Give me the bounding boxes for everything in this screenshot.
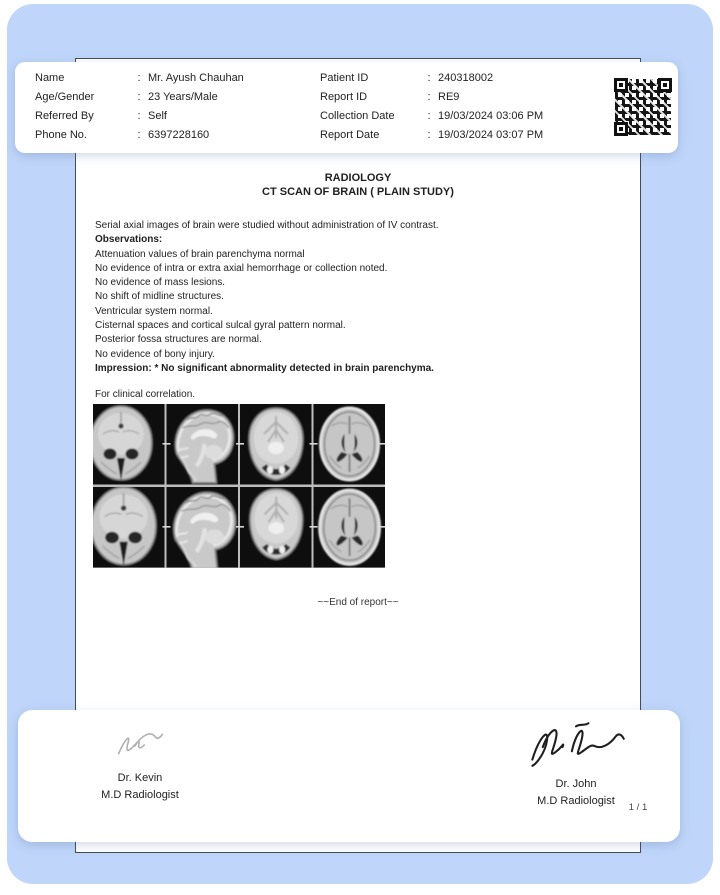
field-value: RE9 (438, 91, 460, 103)
field-separator: : (137, 129, 141, 141)
finding-line: Ventricular system normal. (95, 305, 213, 317)
doctor-name: Dr. Kevin (117, 772, 163, 784)
field-value: 240318002 (438, 72, 494, 84)
field-separator: : (427, 129, 431, 141)
field-separator: : (137, 72, 141, 84)
end-of-report-note: ~~End of report~~ (317, 597, 399, 608)
patient-field-phone (35, 126, 310, 145)
page-indicator: 1 / 1 (628, 802, 648, 813)
finding-line: No evidence of intra or extra axial hemorrhage or collection noted. (95, 262, 388, 274)
field-label: Collection Date (320, 110, 395, 122)
report-intro: Serial axial images of brain were studied without administration of IV contrast. (95, 220, 439, 231)
field-label: Name (35, 72, 65, 84)
finding-line: Cisternal spaces and cortical sulcal gyral pattern normal. (95, 320, 346, 332)
patient-fields-left (35, 69, 310, 145)
qr-finder-pattern (658, 78, 672, 92)
field-label: Phone No. (35, 129, 87, 141)
field-label: Report Date (320, 129, 380, 141)
field-label: Report ID (320, 91, 368, 103)
patient-field-report-date (320, 126, 610, 145)
doctor-title: M.D Radiologist (537, 795, 615, 807)
patient-field-age-gender (35, 88, 310, 107)
signature-block-john (496, 718, 656, 810)
finding-line: Attenuation values of brain parenchyma normal (95, 248, 305, 260)
report-title: CT SCAN OF BRAIN ( PLAIN STUDY) (262, 186, 454, 198)
field-value: 6397228160 (148, 129, 210, 141)
finding-line: Posterior fossa structures are normal. (95, 334, 262, 346)
field-label: Patient ID (320, 72, 369, 84)
finding-line: No evidence of mass lesions. (95, 277, 226, 289)
field-value: 23 Years/Male (148, 91, 218, 103)
doctor-name: Dr. John (555, 778, 597, 790)
report-body (95, 219, 565, 403)
qr-finder-pattern (614, 78, 628, 92)
impression-line: Impression: * No significant abnormality detected in brain parenchyma. (95, 362, 434, 374)
observations-heading: Observations: (95, 234, 163, 246)
report-department: RADIOLOGY (324, 172, 392, 184)
field-label: Referred By (35, 110, 94, 122)
field-label: Age/Gender (35, 91, 95, 103)
field-value: Mr. Ayush Chauhan (148, 72, 244, 84)
ct-brain-scan-grid (93, 404, 385, 568)
qr-finder-pattern (614, 122, 628, 136)
signature-john-icon (522, 718, 630, 770)
patient-field-referred-by (35, 107, 310, 126)
field-value: 19/03/2024 03:06 PM (438, 110, 544, 122)
field-separator: : (427, 110, 431, 122)
signature-card (18, 710, 680, 842)
patient-fields-right (320, 69, 610, 145)
patient-field-report-id (320, 88, 610, 107)
field-separator: : (427, 72, 431, 84)
field-separator: : (137, 91, 141, 103)
signature-block-kevin (60, 728, 220, 804)
field-value: Self (148, 110, 167, 122)
patient-field-name (35, 69, 310, 88)
finding-line: No shift of midline structures. (95, 291, 224, 303)
field-separator: : (427, 91, 431, 103)
field-value: 19/03/2024 03:07 PM (438, 129, 544, 141)
clinical-note: For clinical correlation. (95, 389, 196, 401)
patient-info-card (15, 62, 678, 153)
patient-field-patient-id (320, 69, 610, 88)
doctor-title: M.D Radiologist (101, 789, 179, 801)
finding-line: No evidence of bony injury. (95, 348, 215, 360)
ct-scan-image (93, 404, 385, 568)
report-title-block (75, 171, 641, 199)
signature-kevin-icon (114, 728, 166, 760)
qr-code-icon (614, 78, 672, 136)
field-separator: : (137, 110, 141, 122)
patient-field-collection-date (320, 107, 610, 126)
